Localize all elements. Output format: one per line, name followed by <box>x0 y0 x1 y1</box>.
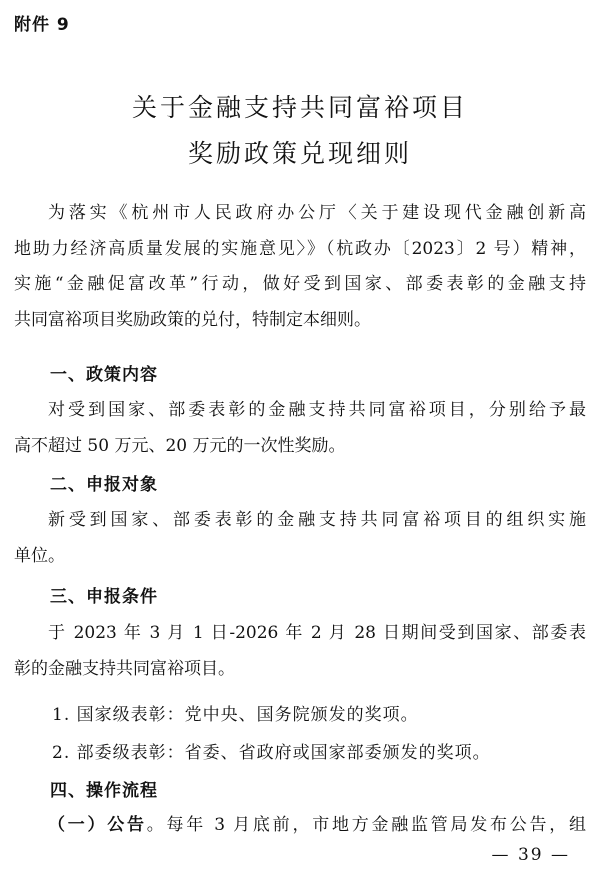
section-heading-applicants: 二、申报对象 <box>50 475 158 495</box>
section-heading-conditions: 三、申报条件 <box>50 587 158 607</box>
intro-line: 实施“金融促富改革”行动，做好受到国家、部委表彰的金融支持 <box>14 274 586 294</box>
announcement-sublabel: （一）公告 <box>48 815 147 835</box>
document-title-line-1: 关于金融支持共同富裕项目 <box>131 93 468 122</box>
section4-line <box>14 808 586 844</box>
section1-line: 高不超过 50 万元、20 万元的一次性奖励。 <box>14 435 346 456</box>
section2-paragraph <box>14 503 586 574</box>
section3-line: 彰的金融支持共同富裕项目。 <box>14 658 235 679</box>
section1-line: 对受到国家、部委表彰的金融支持共同富裕项目，分别给予最 <box>48 400 586 420</box>
section-heading-procedure: 四、操作流程 <box>50 781 158 801</box>
intro-line: 为落实《杭州市人民政府办公厅〈关于建设现代金融创新高 <box>48 203 586 223</box>
attachment-label: 附件 9 <box>14 15 70 35</box>
section3-paragraph <box>14 616 586 687</box>
page-number: — 39 — <box>491 845 570 865</box>
intro-line: 地助力经济高质量发展的实施意见〉》（杭政办〔2023〕2 号）精神， <box>14 238 586 259</box>
section2-line: 单位。 <box>14 545 65 566</box>
section2-line: 新受到国家、部委表彰的金融支持共同富裕项目的组织实施 <box>48 510 586 530</box>
section4-line-text: 。每年 3 月底前，市地方金融监管局发布公告，组 <box>146 815 586 835</box>
section1-paragraph <box>14 393 586 464</box>
document-title-line-2: 奖励政策兑现细则 <box>187 139 412 168</box>
intro-line: 共同富裕项目奖励政策的兑付，特制定本细则。 <box>14 309 371 330</box>
section-heading-policy-content: 一、政策内容 <box>50 365 158 385</box>
condition-item-ministry: 2. 部委级表彰：省委、省政府或国家部委颁发的奖项。 <box>52 743 491 763</box>
condition-item-national: 1. 国家级表彰：党中央、国务院颁发的奖项。 <box>52 705 419 725</box>
intro-paragraph <box>14 196 586 338</box>
section4-paragraph <box>14 808 586 844</box>
section3-line: 于 2023 年 3 月 1 日-2026 年 2 月 28 日期间受到国家、部委表 <box>48 623 586 643</box>
